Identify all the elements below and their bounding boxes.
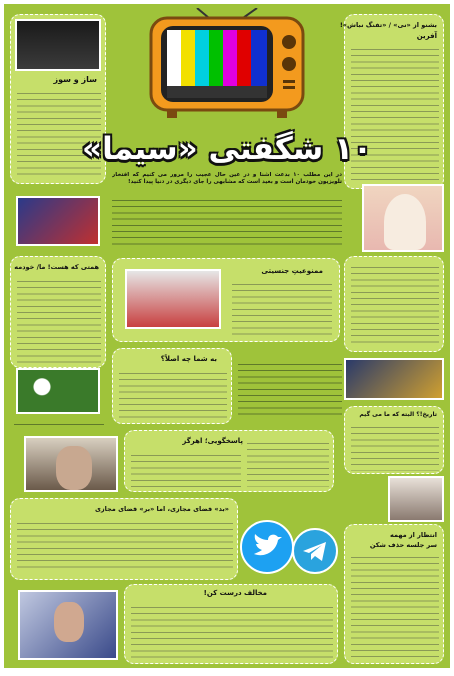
center-right-text — [238, 360, 342, 418]
left-text-2 — [14, 420, 104, 430]
section-hemmat-title: همتی که هست! ما/ خودمه — [14, 263, 99, 271]
ball-photo — [16, 368, 100, 414]
headline-text: شگفتی «سیما» — [82, 131, 324, 167]
section-mamnoo-title: ممنوعیتِ جنسیتی — [261, 267, 323, 275]
studio-photo — [344, 358, 444, 400]
section-tarikh-box — [344, 406, 444, 474]
newspaper-page — [4, 4, 450, 668]
section-entezar-box — [344, 524, 444, 664]
right-text-1 — [351, 263, 439, 347]
bearded-man-photo — [24, 436, 118, 492]
old-man-photo — [388, 476, 444, 522]
section-entezar-text — [351, 553, 439, 659]
intro-body — [112, 196, 342, 248]
section-entezar-title: انتظار از مهمه — [390, 531, 437, 539]
telegram-icon — [292, 528, 338, 574]
section-entezar-subtitle: سر جلسه حذف شکن — [369, 541, 437, 549]
football-photo — [125, 269, 221, 329]
lead-text: در این مطلب ۱۰ بدعت آشنا و در عین حال عجیب را مرور می کنیم که افتخار تلویزیون خودمان است و بعید است که مشابهی را جای دیگری در دنیا پیدا کنید! — [112, 172, 342, 185]
woman-portrait — [362, 184, 444, 252]
section-pasokh-box — [124, 430, 334, 492]
section-saz-title: ساز و سوز — [53, 75, 97, 84]
tv-illustration — [147, 8, 307, 120]
section-pasokh-title: پاسخگویی؛ اهرگز — [182, 437, 243, 445]
right-text-box — [344, 256, 444, 352]
section-pasokh-text-1 — [131, 451, 241, 487]
section-tarikh-title: تاریخ!؟ البته که ما می گیم — [359, 411, 437, 418]
section-beshno-title: بشنو از «نی» / «تفنگ نباش»! — [339, 21, 437, 29]
main-headline — [42, 131, 412, 167]
section-pasokh-text-2 — [247, 439, 329, 487]
section-beshno-subtitle: آفرین — [416, 32, 437, 40]
section-shoma-title: به شما چه اصلاً؟ — [160, 355, 217, 363]
section-saz-photo — [15, 19, 101, 71]
band-photo — [16, 196, 100, 246]
section-shoma-text — [119, 369, 227, 419]
section-hemmat-text — [17, 277, 101, 365]
section-mokhalef-title: مخالف درست کن! — [203, 589, 267, 597]
section-faza-box — [10, 498, 238, 580]
headline-number: ۱۰ — [334, 131, 372, 167]
section-faza-title: «بد» فضای مجازی، اما «بر» فضای مجازی — [94, 505, 229, 513]
section-mokhalef-text — [131, 603, 333, 659]
twitter-icon — [240, 520, 294, 574]
presenter-photo — [18, 590, 118, 660]
section-mamnoo-text — [232, 280, 332, 336]
section-tarikh-text — [351, 423, 439, 471]
section-hemmat-box — [10, 256, 106, 368]
section-faza-text — [17, 519, 233, 571]
section-shoma-box — [112, 348, 232, 424]
section-mokhalef-box — [124, 584, 338, 664]
